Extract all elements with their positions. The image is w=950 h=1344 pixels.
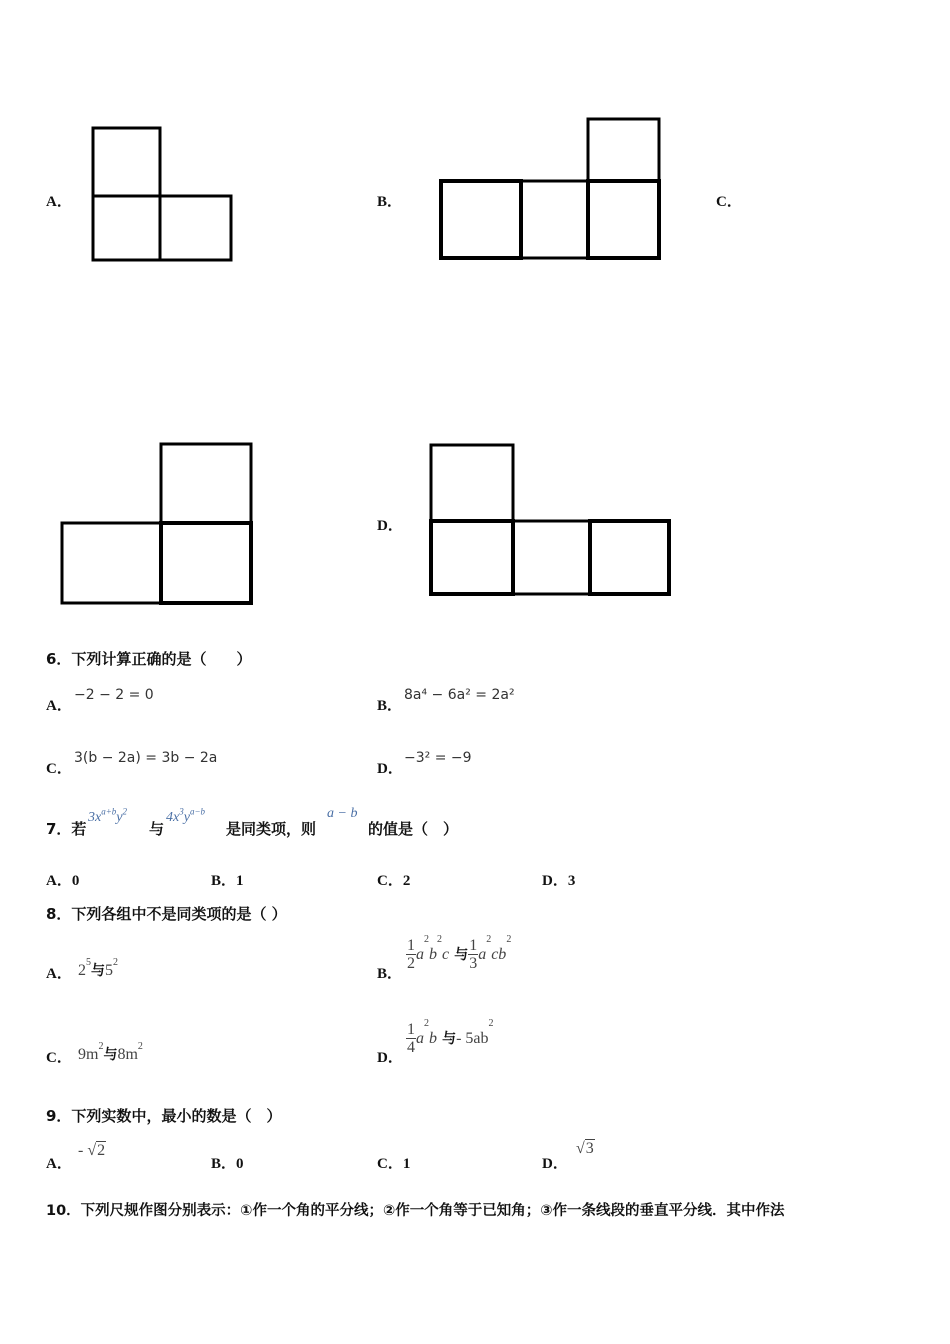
q6-option-d-label: D．	[377, 761, 403, 777]
q7-end-text: 的值是（ ）	[368, 820, 459, 838]
q5-figure-b	[436, 114, 666, 264]
q5-option-c-label: C．	[716, 194, 742, 210]
fraction: $\frac{1}{3}$	[469, 937, 478, 972]
q7-number: 7．若	[46, 820, 87, 838]
q8-option-a-expr: $2^5$与$5^2$	[78, 957, 118, 979]
square	[93, 128, 160, 196]
q8-stem: 8．下列各组中不是同类项的是（ ）	[46, 905, 287, 923]
sqrt-icon: √	[576, 1140, 585, 1157]
q8-option-b-label: B．	[377, 966, 403, 982]
square	[513, 521, 590, 594]
q9-option-c: C．1	[377, 1156, 411, 1172]
q6-option-a-expr: −2 − 2 = 0	[74, 687, 154, 703]
q7-option-b: B．1	[211, 873, 244, 889]
q6-option-c-expr: 3(b − 2a) = 3b − 2a	[74, 750, 218, 766]
q7-option-d: D．3	[542, 873, 576, 889]
q8-option-c-expr: $9m^2$与$8m^2$	[78, 1041, 143, 1063]
q10-stem: 10．下列尺规作图分别表示：①作一个角的平分线；②作一个角等于已知角；③作一条线段的垂直平分线．其中作法	[46, 1203, 785, 1219]
square	[521, 181, 588, 258]
square	[93, 196, 160, 260]
q6-option-a-label: A．	[46, 698, 72, 714]
square	[441, 181, 521, 258]
q7-conj: 与	[149, 820, 165, 838]
square	[62, 523, 161, 603]
q5-figure-d	[426, 440, 676, 602]
q8-option-d-label: D．	[377, 1050, 403, 1066]
q6-option-d-expr: −3² = −9	[404, 750, 472, 766]
square	[161, 523, 251, 603]
square	[161, 444, 251, 523]
q7-option-c: C．2	[377, 873, 411, 889]
square	[588, 119, 659, 181]
q7-mid-text: 是同类项，则	[226, 820, 317, 838]
q9-option-d-label: D．	[542, 1156, 568, 1172]
q8-option-c-label: C．	[46, 1050, 72, 1066]
q5-option-b-label: B．	[377, 194, 403, 210]
q7-option-a: A．0	[46, 873, 80, 889]
q9-option-d-expr: √3	[576, 1140, 594, 1157]
q6-option-b-expr: 8a⁴ − 6a² = 2a²	[404, 687, 515, 703]
square	[160, 196, 231, 260]
q9-stem: 9．下列实数中，最小的数是（ ）	[46, 1107, 282, 1125]
q8-option-d-expr: $\frac{1}{4}$ $a^2b$ 与- $5ab^2$	[407, 1018, 494, 1056]
square	[431, 521, 513, 594]
q5-figure-a	[88, 124, 238, 266]
q7-term-1: $3x^{a+b}y^2$	[88, 806, 128, 825]
q8-option-b-expr: $\frac{1}{2}$ $a^2b^2c$ 与 $\frac{1}{3}$ $a^2cb^2$	[407, 934, 512, 972]
square	[431, 445, 513, 521]
square	[588, 181, 659, 258]
q9-option-b: B．0	[211, 1156, 244, 1172]
q6-option-c-label: C．	[46, 761, 72, 777]
q6-option-b-label: B．	[377, 698, 403, 714]
q5-figure-c	[56, 438, 261, 610]
q7-expr: a − b	[327, 806, 358, 821]
q8-option-a-label: A．	[46, 966, 72, 982]
square	[590, 521, 669, 594]
q9-option-a-label: A．	[46, 1156, 72, 1172]
sqrt-icon: √	[87, 1142, 97, 1159]
q5-option-d-label: D．	[377, 518, 403, 534]
fraction: $\frac{1}{2}$	[407, 937, 415, 972]
fraction: $\frac{1}{4}$	[407, 1021, 415, 1056]
q9-option-a-expr: - √2	[78, 1142, 106, 1159]
q5-option-a-label: A．	[46, 194, 72, 210]
q7-term-2: $4x^3y^{a-b}$	[166, 806, 206, 825]
q6-stem: 6．下列计算正确的是（ ）	[46, 650, 252, 668]
